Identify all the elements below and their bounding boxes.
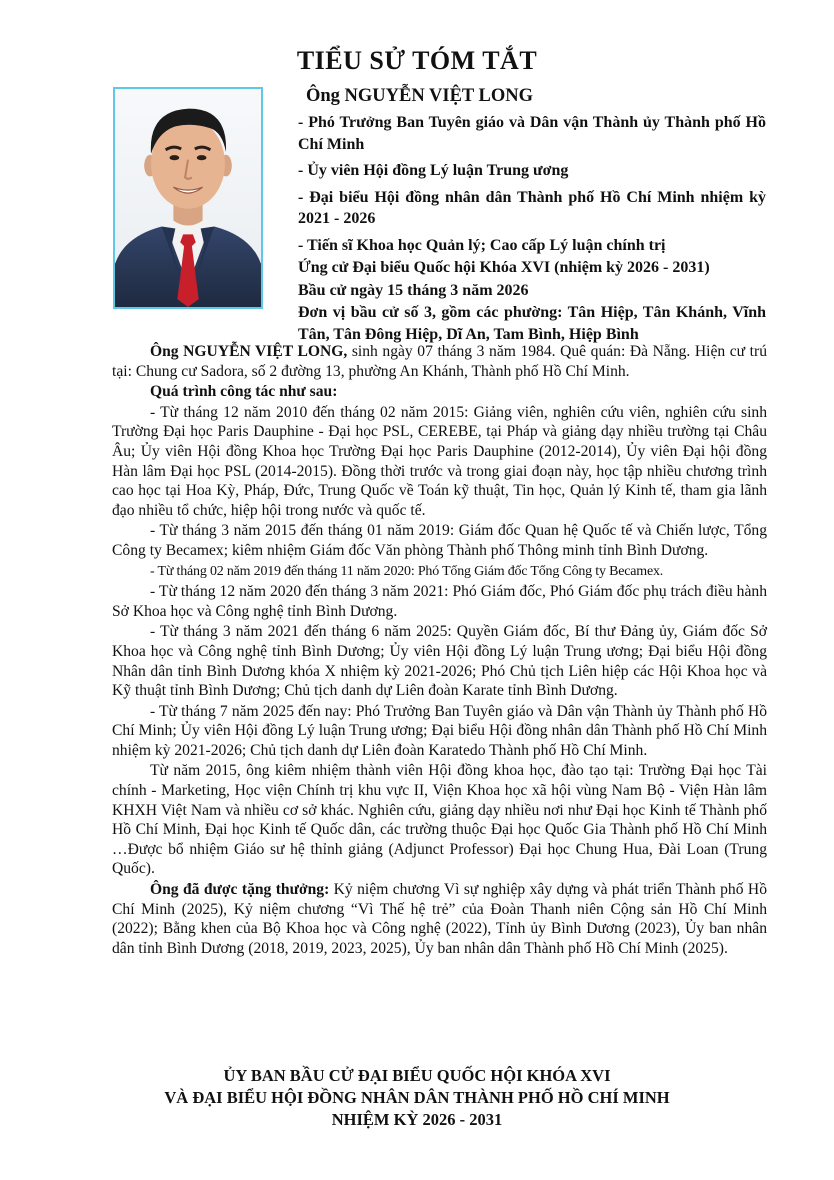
role-item: - Tiến sĩ Khoa học Quản lý; Cao cấp Lý luận chính trị bbox=[298, 236, 666, 254]
candidate-name-heading: Ông NGUYỄN VIỆT LONG bbox=[306, 86, 534, 106]
role-item: - Đại biểu Hội đồng nhân dân Thành phố Hồ Chí Minh nhiệm kỳ 2021 - 2026 bbox=[298, 188, 766, 227]
issuing-committee bbox=[0, 1065, 834, 1131]
election-date-line: Bầu cử ngày 15 tháng 3 năm 2026 bbox=[298, 281, 529, 299]
career-item: - Từ tháng 02 năm 2019 đến tháng 11 năm 2020: Phó Tổng Giám đốc Tổng Công ty Becamex. bbox=[150, 563, 664, 579]
awards-label: Ông đã được tặng thưởng: bbox=[150, 881, 330, 899]
footer-line: ỦY BAN BẦU CỬ ĐẠI BIỂU QUỐC HỘI KHÓA XVI bbox=[223, 1066, 611, 1085]
role-item: - Phó Trưởng Ban Tuyên giáo và Dân vận Thành ủy Thành phố Hồ Chí Minh bbox=[298, 114, 766, 153]
intro-name: Ông NGUYỄN VIỆT LONG, bbox=[150, 343, 348, 360]
intro-text: sinh ngày 07 tháng 3 năm 1984. Quê quán: Đà Nẵng. Hiện cư trú tại: Chung cư Sadora, số 2 đường 13, phường An Khánh, Thành phố Hồ Chí Minh. bbox=[112, 343, 768, 380]
candidacy-line: Ứng cử Đại biểu Quốc hội Khóa XVI (nhiệm kỳ 2026 - 2031) bbox=[298, 259, 710, 276]
biography-body bbox=[112, 342, 767, 959]
concurrent-roles-paragraph: Từ năm 2015, ông kiêm nhiệm thành viên Hội đồng khoa học, đào tạo tại: Trường Đại học Tài chính - Marketing, Học viện Chính trị khu vực II, Viện Khoa học xã hội vùng Nam Bộ - Viện Hàn lâm KHXH Việt Nam và nhiều cơ sở khác. Nghiên cứu, giảng dạy nhiều nơi như Đại học Kinh tế Thành phố Hồ Chí Minh, Đại học Kinh tế Quốc dân, các trường thuộc Đại học Quốc Gia Thành phố Hồ Chí Minh …Được bổ nhiệm Giáo sư hệ thỉnh giảng (Adjunct Professor) Đại học Chung Hua, Đài Loan (Trung Quốc). bbox=[112, 762, 767, 878]
constituency-line: Đơn vị bầu cử số 3, gồm các phường: Tân Hiệp, Tân Khánh, Vĩnh Tân, Tân Đông Hiệp, Dĩ An, Tam Bình, Hiệp Bình bbox=[298, 304, 766, 343]
career-heading: Quá trình công tác như sau: bbox=[150, 383, 338, 401]
career-item: - Từ tháng 3 năm 2021 đến tháng 6 năm 2025: Quyền Giám đốc, Bí thư Đảng ủy, Giám đốc Sở Khoa học và Công nghệ tỉnh Bình Dương; Ủy viên Hội đồng Lý luận Trung ương; Đại biểu Hội đồng Nhân dân tỉnh Bình Dương khóa X nhiệm kỳ 2021-2026; Phó Chủ tịch Liên hiệp các Hội Khoa học và Kỹ thuật tỉnh Bình Dương; Chủ tịch danh dự Liên đoàn Karate tỉnh Bình Dương. bbox=[112, 623, 767, 700]
portrait-photo bbox=[113, 87, 263, 309]
career-item: - Từ tháng 7 năm 2025 đến nay: Phó Trưởng Ban Tuyên giáo và Dân vận Thành ủy Thành phố Hồ Chí Minh; Ủy viên Hội đồng Lý luận Trung ương; Đại biểu Hội đồng nhân dân Thành phố Hồ Chí Minh nhiệm kỳ 2021-2026; Chủ tịch danh dự Liên đoàn Karatedo Thành phố Hồ Chí Minh. bbox=[112, 702, 767, 759]
footer-line: VÀ ĐẠI BIỂU HỘI ĐỒNG NHÂN DÂN THÀNH PHỐ HỒ CHÍ MINH bbox=[164, 1088, 670, 1107]
document-title: TIỂU SỬ TÓM TẮT bbox=[296, 46, 538, 75]
career-item: - Từ tháng 12 năm 2010 đến tháng 02 năm 2015: Giảng viên, nghiên cứu viên, nghiên cứu sinh Trường Đại học Paris Dauphine - Đại học PSL, CEREBE, tại Pháp và giảng dạy nhiều trường tại Châu Âu; Ủy viên Hội đồng Khoa học Trường Đại học Paris Dauphine (2012-2014), Ủy viên Đại hội đồng Hàn lâm Đại học PSL (2014-2015). Đồng thời trước và trong giai đoạn này, học tập nhiều chương trình cao học tại Hoa Kỳ, Pháp, Đức, Trung Quốc về Toán kỹ thuật, Tin học, Quản lý Kinh tế, tham gia lãnh đạo nhiều tổ chức, hiệp hội trong nước và quốc tế. bbox=[112, 403, 767, 519]
awards-paragraph bbox=[112, 880, 767, 958]
intro-paragraph bbox=[112, 342, 767, 381]
roles-block bbox=[298, 112, 766, 346]
awards-text: Kỷ niệm chương Vì sự nghiệp xây dựng và phát triển Thành phố Hồ Chí Minh (2025), Kỷ niệm chương “Vì Thế hệ trẻ” của Đoàn Thanh niên Cộng sản Hồ Chí Minh (2022); Bằng khen của Bộ Khoa học và Công nghệ (2022), Tỉnh ủy Bình Dương (2023), Ủy ban nhân dân tỉnh Bình Dương (2018, 2019, 2023, 2025), Ủy ban nhân dân Thành phố Hồ Chí Minh (2025). bbox=[112, 881, 767, 957]
footer-line: NHIỆM KỲ 2026 - 2031 bbox=[331, 1110, 503, 1129]
role-item: - Ủy viên Hội đồng Lý luận Trung ương bbox=[298, 162, 569, 179]
career-item: - Từ tháng 3 năm 2015 đến tháng 01 năm 2019: Giám đốc Quan hệ Quốc tế và Chiến lược, Tổng Công ty Becamex; kiêm nhiệm Giám đốc Văn phòng Thành phố Thông minh tỉnh Bình Dương. bbox=[112, 522, 767, 559]
career-item: - Từ tháng 12 năm 2020 đến tháng 3 năm 2021: Phó Giám đốc, Phó Giám đốc phụ trách điều hành Sở Khoa học và Công nghệ tỉnh Bình Dương. bbox=[112, 583, 767, 620]
